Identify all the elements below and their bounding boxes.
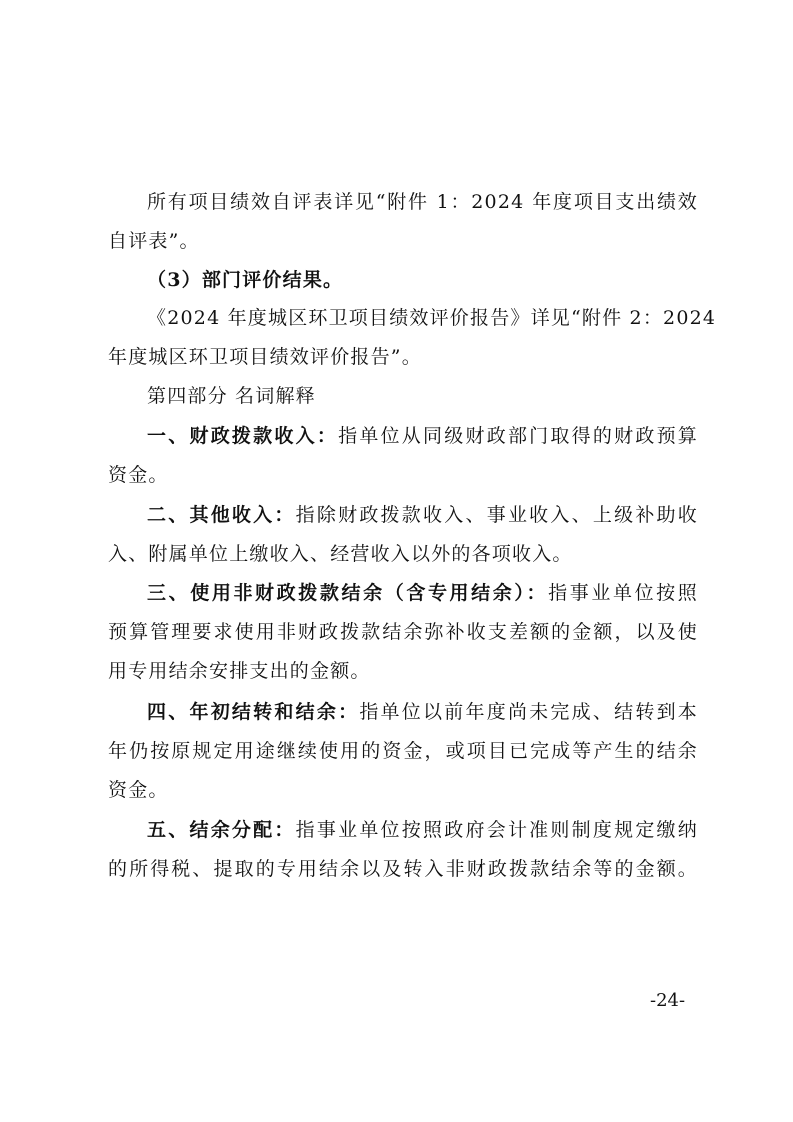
definition-line: 入、附属单位上缴收入、经营收入以外的各项收入。 <box>108 543 573 565</box>
definition-line <box>147 421 698 451</box>
definition-text: 指除财政拨款收入、事业收入、上级补助收 <box>295 504 698 526</box>
definition-term: 三、使用非财政拨款结余（含专用结余）： <box>147 582 549 604</box>
part-heading: 第四部分 名词解释 <box>147 385 316 407</box>
definition-line: 的所得税、提取的专用结余以及转入非财政拨款结余等的金额。 <box>108 858 698 880</box>
definition-text: 指事业单位按照 <box>548 582 698 604</box>
definition-line: 年仍按原规定用途继续使用的资金，或项目已完成等产生的结余 <box>108 740 698 762</box>
definition-line <box>147 815 698 845</box>
definition-line: 资金。 <box>108 779 169 801</box>
definition-line <box>147 578 698 608</box>
paragraph-line: 所有项目绩效自评表详见“附件 1：2024 年度项目支出绩效 <box>147 191 698 213</box>
definition-line: 预算管理要求使用非财政拨款结余弥补收支差额的金额，以及使 <box>108 621 698 643</box>
page-number: -24- <box>650 990 686 1011</box>
paragraph-line: 年度城区环卫项目绩效评价报告”。 <box>108 346 422 368</box>
definition-text: 指单位从同级财政部门取得的财政预算 <box>338 425 698 447</box>
definition-term: 一、财政拨款收入： <box>147 425 339 447</box>
definition-text: 指单位以前年度尚未完成、结转到本 <box>359 701 698 723</box>
definition-term: 四、年初结转和结余： <box>147 701 360 723</box>
definition-line: 资金。 <box>108 464 169 486</box>
definition-text: 指事业单位按照政府会计准则制度规定缴纳 <box>295 819 698 841</box>
paragraph-line: 《2024 年度城区环卫项目绩效评价报告》详见“附件 2：2024 <box>147 307 717 329</box>
definition-line: 用专用结余安排支出的金额。 <box>108 660 371 682</box>
definition-term: 二、其他收入： <box>147 504 296 526</box>
section-heading: （3）部门评价结果。 <box>147 269 344 291</box>
definition-term: 五、结余分配： <box>147 819 296 841</box>
definition-line <box>147 500 698 530</box>
paragraph-line: 自评表”。 <box>108 230 200 252</box>
definition-line <box>147 697 698 727</box>
